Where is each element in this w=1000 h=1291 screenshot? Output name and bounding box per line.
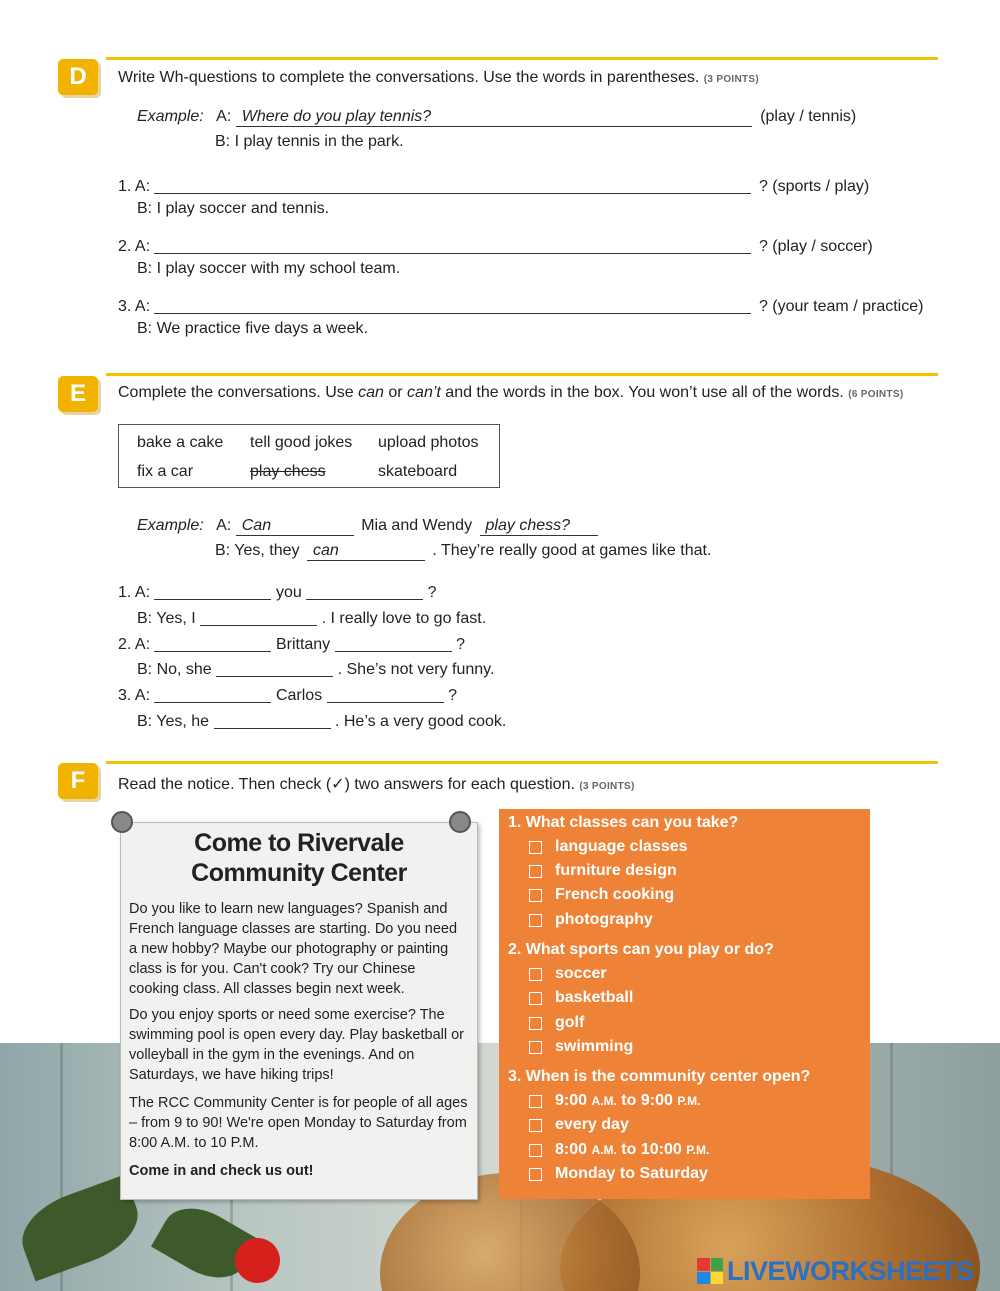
section-d-example-a: Example: A: Where do you play tennis? (play / tennis) [137,108,857,125]
notice-title-line-2: Community Center [191,859,407,887]
checkbox[interactable] [529,889,542,902]
section-e-points: (6 POINTS) [848,389,904,400]
liveworksheets-logo: LIVEWORKSHEETS [697,1255,997,1287]
section-d-item-3: 3. A: ? (your team / practice) [118,298,924,315]
section-e-divider [106,373,938,376]
flower-image [235,1238,280,1283]
section-f-badge: F [58,763,98,799]
answer-blank[interactable] [154,635,271,652]
checkbox[interactable] [529,914,542,927]
section-e-badge: E [58,376,98,412]
section-d-item-2: 2. A: ? (play / soccer) [118,238,873,255]
word-item: bake a cake [137,434,224,451]
answer-blank[interactable] [154,177,751,194]
section-d-item-2-b: B: I play soccer with my school team. [137,260,401,277]
section-d-instruction: Write Wh-questions to complete the conversations. Use the words in parentheses. (3 POINTS) [118,69,760,86]
answer-blank[interactable] [216,660,333,677]
word-item: upload photos [378,434,479,451]
section-e-item-1-b: B: Yes, I . I really love to go fast. [137,610,487,627]
checkbox[interactable] [529,1041,542,1054]
word-item: skateboard [378,463,458,480]
checkbox[interactable] [529,841,542,854]
answer-blank[interactable] [306,583,423,600]
option[interactable]: 9:00 A.M. to 9:00 P.M. [529,1092,700,1110]
section-d-badge: D [58,59,98,95]
section-f-points: (3 POINTS) [579,781,635,792]
section-f-divider [106,761,938,764]
section-d-item-1: 1. A: ? (sports / play) [118,178,870,195]
checkbox[interactable] [529,1119,542,1132]
checkbox[interactable] [529,1095,542,1108]
section-e-item-1-a: 1. A: you ? [118,584,437,601]
option[interactable]: 8:00 A.M. to 10:00 P.M. [529,1141,709,1159]
checkbox[interactable] [529,1017,542,1030]
checkbox[interactable] [529,1144,542,1157]
checkbox[interactable] [529,968,542,981]
option[interactable]: swimming [529,1038,633,1056]
notice-paragraph: Do you like to learn new languages? Spanish and French language classes are starting. Do you need a new hobby? Maybe our photography or painting class is for you. Can't cook? Try our Chinese cooking class. All classes begin next week. [129,901,458,997]
question-3: 3. When is the community center open? [508,1068,811,1085]
option[interactable]: language classes [529,838,688,856]
notice-title-line-1: Come to Rivervale [194,829,404,857]
section-d-divider [106,57,938,60]
section-d-example-b: B: I play tennis in the park. [215,133,404,150]
question-1: 1. What classes can you take? [508,814,739,831]
word-item-used: play chess [250,463,326,480]
notice-closing: Come in and check us out! [129,1163,314,1179]
checkbox[interactable] [529,992,542,1005]
section-e-item-2-b: B: No, she . She’s not very funny. [137,661,495,678]
option[interactable]: Monday to Saturday [529,1165,708,1183]
option[interactable]: every day [529,1116,629,1134]
pushpin-icon [449,811,471,833]
section-e-item-2-a: 2. A: Brittany ? [118,636,465,653]
answer-blank[interactable] [335,635,452,652]
section-e-example-a: Example: A: Can Mia and Wendy play chess? [137,517,598,536]
answer-blank[interactable] [154,583,271,600]
section-d-points: (3 POINTS) [703,74,760,85]
word-item: fix a car [137,463,194,480]
option[interactable]: basketball [529,989,633,1007]
section-e-instruction: Complete the conversations. Use can or can’t and the words in the box. You won’t use all of the words. (6 POINTS) [118,384,904,401]
option[interactable]: golf [529,1014,584,1032]
notice-paper [120,822,478,1200]
notice-paragraph: The RCC Community Center is for people of all ages – from 9 to 90! We're open Monday to Saturday from 8:00 A.M. to 10 P.M. [129,1095,468,1151]
question-2: 2. What sports can you play or do? [508,941,774,958]
section-d-item-1-b: B: I play soccer and tennis. [137,200,330,217]
pushpin-icon [111,811,133,833]
option[interactable]: furniture design [529,862,677,880]
answer-blank[interactable] [154,686,271,703]
checkbox[interactable] [529,1168,542,1181]
answer-blank[interactable] [154,237,751,254]
section-e-item-3-b: B: Yes, he . He’s a very good cook. [137,713,507,730]
example-answer: Where do you play tennis? [236,108,752,127]
option[interactable]: soccer [529,965,607,983]
section-d-item-3-b: B: We practice five days a week. [137,320,368,337]
option[interactable]: French cooking [529,886,674,904]
logo-icon [697,1258,723,1284]
questions-panel [499,809,870,1199]
answer-blank[interactable] [214,712,331,729]
answer-blank[interactable] [154,297,751,314]
option[interactable]: photography [529,911,653,929]
word-box [118,424,500,488]
notice-paragraph: Do you enjoy sports or need some exercise? The swimming pool is open every day. Play basketball or volleyball in the gym in the evenings. And on Saturdays, we have hiking trips! [129,1007,465,1083]
answer-blank[interactable] [327,686,444,703]
section-e-item-3-a: 3. A: Carlos ? [118,687,457,704]
checkbox[interactable] [529,865,542,878]
section-f-instruction: Read the notice. Then check (✓) two answers for each question. (3 POINTS) [118,776,635,793]
answer-blank[interactable] [200,609,317,626]
word-item: tell good jokes [250,434,353,451]
section-e-example-b: B: Yes, they can . They’re really good at games like that. [215,542,712,559]
